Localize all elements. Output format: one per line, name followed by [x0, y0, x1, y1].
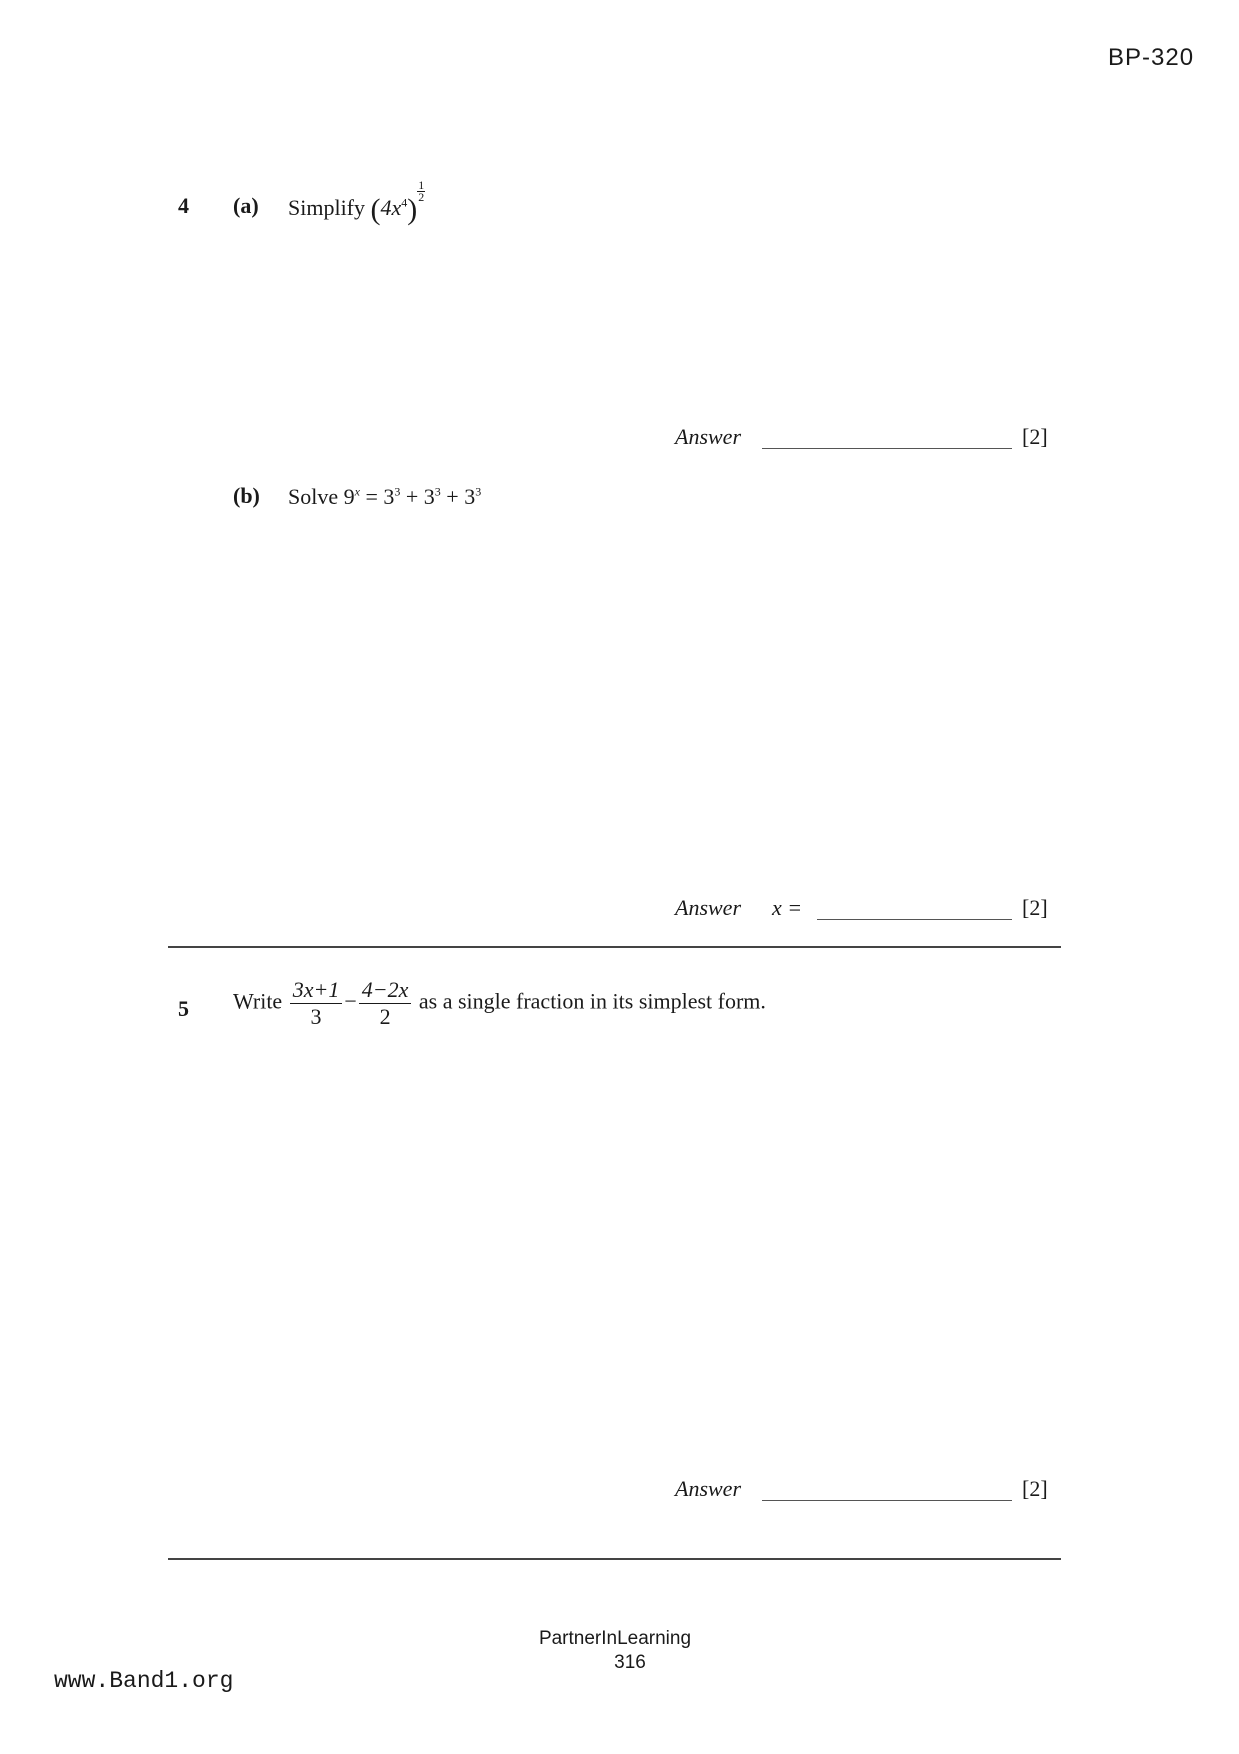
footer-website: www.Band1.org — [54, 1668, 234, 1694]
question-5-instruction-tail: as a single fraction in its simplest form. — [418, 988, 766, 1014]
question-4a-label: (a) — [233, 193, 259, 218]
header-code: BP-320 — [1108, 44, 1195, 71]
question-4b-answer-variable: x = — [772, 895, 803, 920]
question-5-fraction-1: $\frac{3x+1}{3}$ — [290, 977, 343, 1030]
section-divider — [168, 946, 1061, 948]
question-4a-base: 4x — [380, 195, 402, 220]
question-4b-instruction: Solve — [288, 484, 339, 509]
question-4b-text: Solve $9^x = 3^3 + 3^3 + 3^3$ — [288, 484, 482, 509]
question-4a-marks: [2] — [1022, 424, 1048, 449]
question-5-marks: [2] — [1022, 1476, 1048, 1501]
question-4b-answer-label: Answer — [675, 895, 741, 920]
section-divider — [168, 1558, 1061, 1560]
question-4a-instruction: Simplify — [288, 195, 366, 220]
question-4a-answer-line[interactable] — [762, 448, 1012, 449]
question-4b-marks: [2] — [1022, 895, 1048, 920]
footer-publisher: PartnerInLearning — [538, 1628, 692, 1649]
question-5-instruction: Write — [233, 988, 283, 1014]
question-4b-answer-line[interactable] — [817, 919, 1012, 920]
question-4-number: 4 — [178, 193, 189, 218]
question-5-text: Write $\frac{3x+1}{3}$ − $\frac{4-2x}{2}$ as a single fraction in its simplest form. — [233, 977, 766, 1029]
question-5-answer-label: Answer — [675, 1476, 741, 1501]
footer-page-number: 316 — [614, 1652, 646, 1673]
question-5-number: 5 — [178, 996, 189, 1021]
question-4a-outer-exponent: $\frac{1}{2}$ — [418, 178, 425, 204]
question-4a-answer-label: Answer — [675, 424, 741, 449]
question-5-fraction-2: $\frac{4-2x}{2}$ — [359, 977, 412, 1030]
question-4a-base-exp: 4 — [401, 195, 408, 210]
question-5-answer-line[interactable] — [762, 1500, 1012, 1501]
question-4b-label: (b) — [233, 483, 260, 508]
question-4a-text: Simplify $(4x^4)$ $\frac{1}{2}$ — [288, 178, 425, 226]
